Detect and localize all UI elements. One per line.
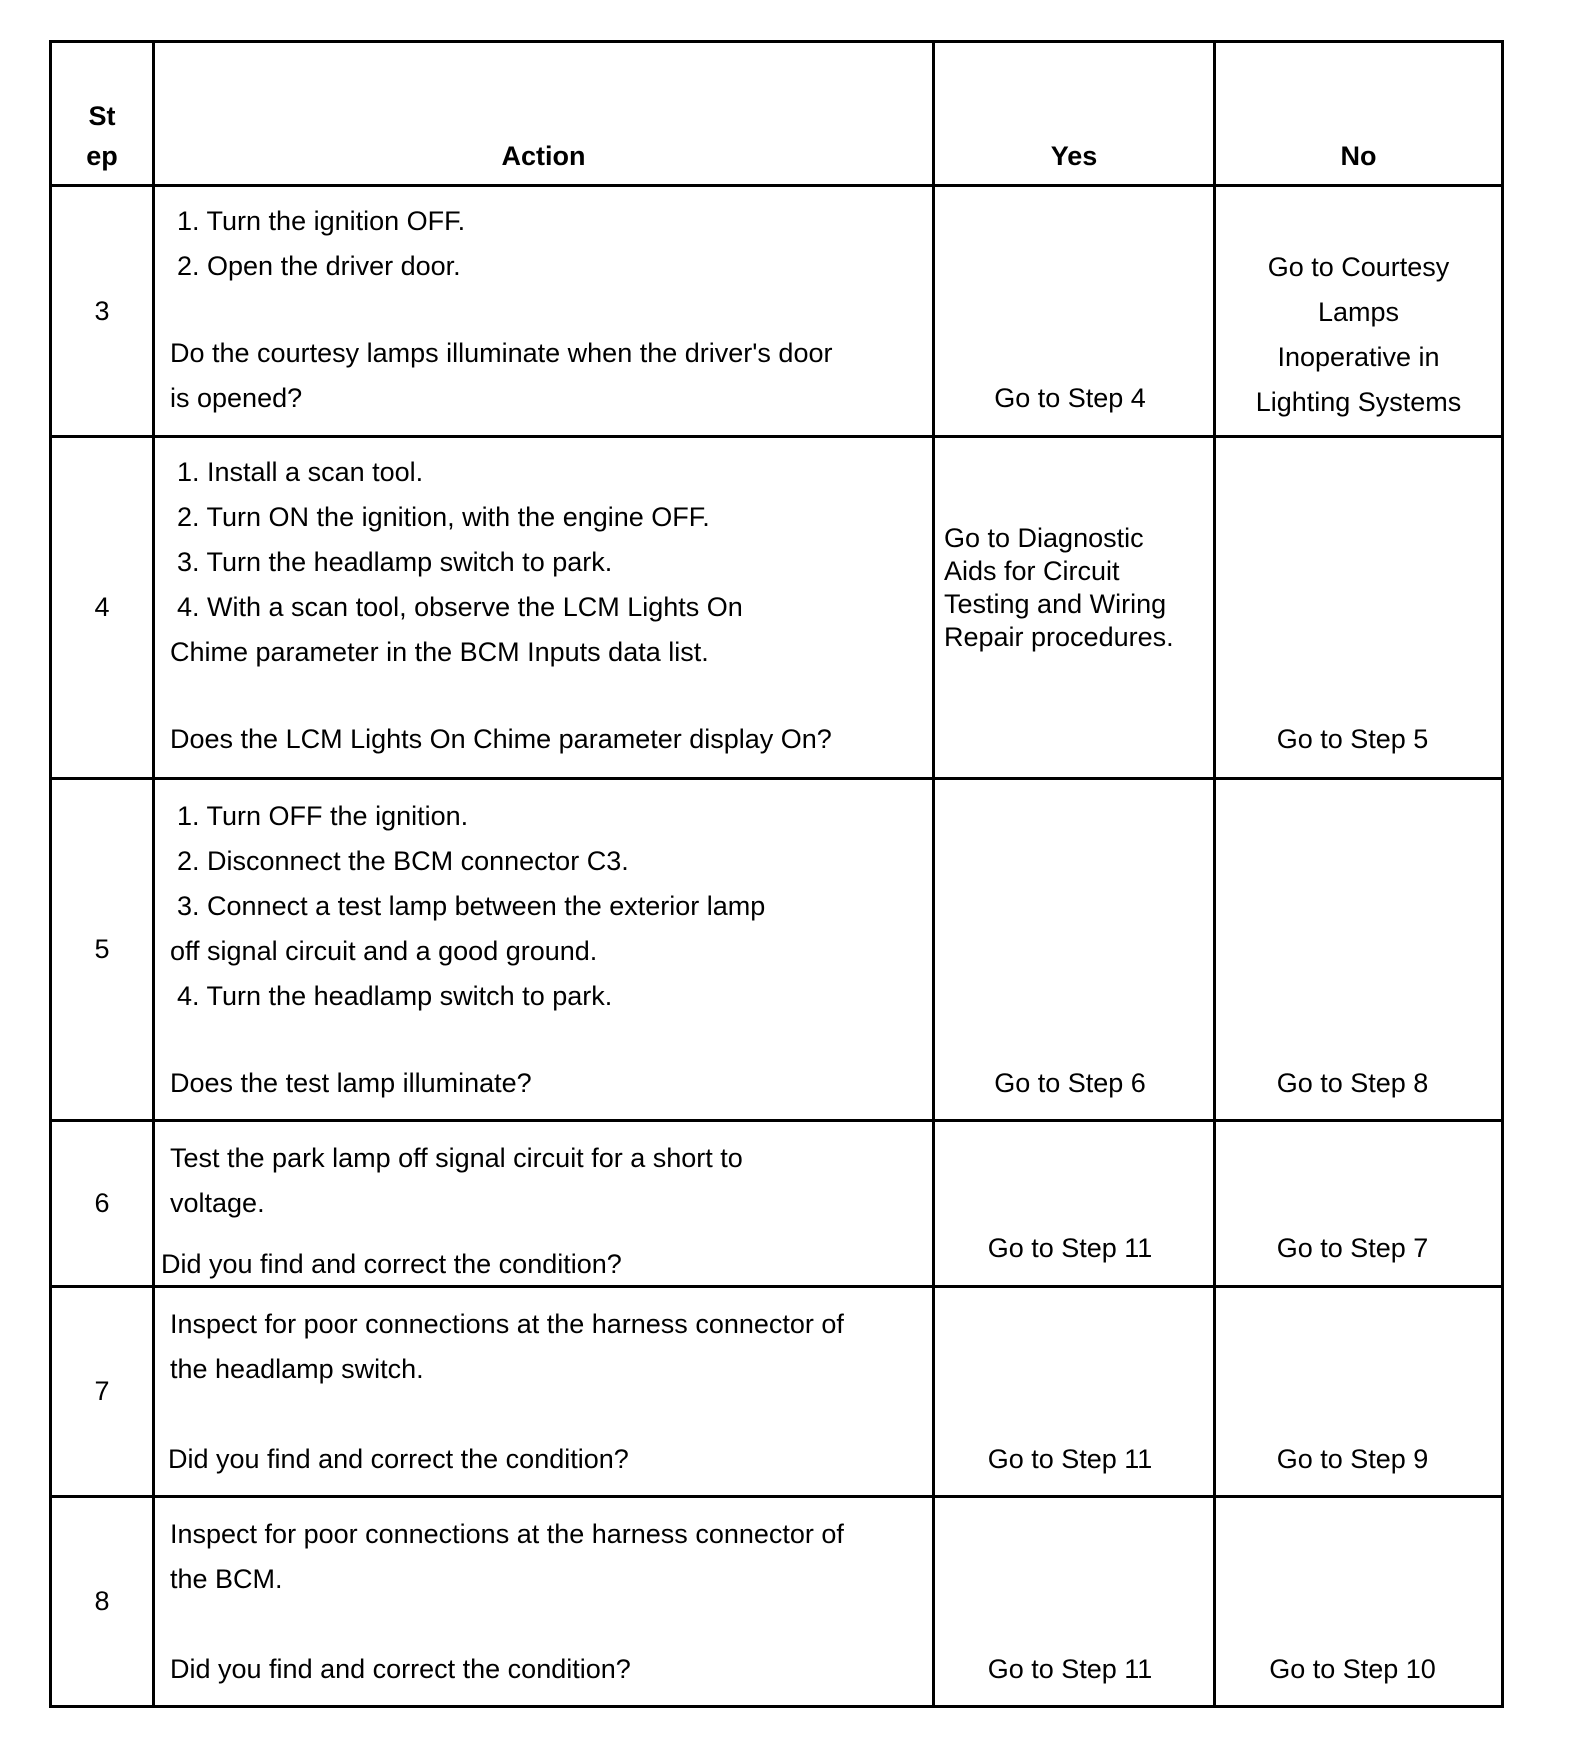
header-action: Action [154, 42, 934, 186]
yes-answer: Go to Step 6 [994, 1068, 1146, 1098]
yes-cell [934, 1121, 1215, 1287]
no-cell [1215, 1497, 1503, 1707]
no-cell [1215, 1287, 1503, 1497]
yes-answer-line: Aids for Circuit [944, 556, 1120, 586]
action-line: the headlamp switch. [170, 1354, 424, 1384]
action-line: voltage. [170, 1188, 265, 1218]
action-line: 4. With a scan tool, observe the LCM Lights On [177, 592, 743, 622]
no-answer: Go to Step 5 [1276, 724, 1429, 754]
action-line: 3. Connect a test lamp between the exterior lamp [177, 891, 766, 921]
action-cell [154, 779, 934, 1121]
table-row [51, 186, 1503, 437]
action-question: Did you find and correct the condition? [168, 1444, 629, 1474]
header-step: St ep [51, 42, 154, 186]
action-line: 2. Disconnect the BCM connector C3. [177, 846, 629, 876]
action-line: the BCM. [170, 1564, 283, 1594]
no-cell [1215, 1121, 1503, 1287]
action-cell [154, 186, 934, 437]
action-question: is opened? [170, 383, 303, 413]
yes-cell [934, 779, 1215, 1121]
action-line: off signal circuit and a good ground. [170, 936, 598, 966]
action-question: Do the courtesy lamps illuminate when the driver's door [170, 338, 833, 368]
action-line: Test the park lamp off signal circuit for a short to [170, 1143, 743, 1173]
action-line: 2. Open the driver door. [177, 251, 461, 281]
step-number: 5 [51, 779, 154, 1121]
action-cell [154, 1497, 934, 1707]
no-answer: Go to Step 7 [1276, 1233, 1429, 1263]
action-line: 4. Turn the headlamp switch to park. [177, 981, 613, 1011]
action-question: Does the test lamp illuminate? [170, 1068, 532, 1098]
yes-answer: Go to Step 11 [987, 1654, 1153, 1684]
yes-answer-line: Testing and Wiring [944, 589, 1167, 619]
no-answer: Go to Step 9 [1276, 1444, 1429, 1474]
action-line: 3. Turn the headlamp switch to park. [177, 547, 613, 577]
action-question: Does the LCM Lights On Chime parameter display On? [170, 724, 832, 754]
action-line: Chime parameter in the BCM Inputs data list. [170, 637, 709, 667]
yes-cell [934, 1287, 1215, 1497]
no-answer-line: Lamps [1317, 297, 1400, 327]
no-answer: Go to Step 8 [1276, 1068, 1429, 1098]
yes-answer-line: Repair procedures. [944, 622, 1174, 652]
table-header-row [51, 42, 1503, 186]
header-no: No [1215, 42, 1503, 186]
step-number: 3 [51, 186, 154, 437]
action-line: Inspect for poor connections at the harness connector of [170, 1309, 844, 1339]
no-answer-line: Lighting Systems [1255, 387, 1462, 417]
action-cell [154, 1287, 934, 1497]
yes-answer: Go to Step 11 [987, 1444, 1153, 1474]
table-row [51, 437, 1503, 779]
yes-answer: Go to Step 11 [987, 1233, 1153, 1263]
table-row [51, 1121, 1503, 1287]
action-line: Inspect for poor connections at the harness connector of [170, 1519, 844, 1549]
step-number: 8 [51, 1497, 154, 1707]
yes-cell [934, 1497, 1215, 1707]
action-cell [154, 1121, 934, 1287]
no-cell [1215, 779, 1503, 1121]
action-question: Did you find and correct the condition? [161, 1249, 622, 1279]
yes-cell [934, 437, 1215, 779]
yes-cell [934, 186, 1215, 437]
action-question: Did you find and correct the condition? [170, 1654, 631, 1684]
action-line: 2. Turn ON the ignition, with the engine OFF. [177, 502, 710, 532]
no-answer-line: Go to Courtesy [1267, 252, 1450, 282]
no-answer: Go to Step 10 [1269, 1654, 1436, 1684]
no-cell [1215, 186, 1503, 437]
table-row [51, 779, 1503, 1121]
no-answer-line: Inoperative in [1277, 342, 1440, 372]
action-line: 1. Turn the ignition OFF. [177, 206, 466, 236]
action-line: 1. Turn OFF the ignition. [177, 801, 469, 831]
step-number: 4 [51, 437, 154, 779]
diagnostic-table [49, 40, 1504, 1708]
action-cell [154, 437, 934, 779]
no-cell [1215, 437, 1503, 779]
yes-answer-line: Go to Diagnostic [944, 523, 1144, 553]
table-row [51, 1497, 1503, 1707]
header-yes: Yes [934, 42, 1215, 186]
step-number: 6 [51, 1121, 154, 1287]
step-number: 7 [51, 1287, 154, 1497]
table-row [51, 1287, 1503, 1497]
yes-answer: Go to Step 4 [994, 383, 1146, 413]
action-line: 1. Install a scan tool. [177, 457, 424, 487]
